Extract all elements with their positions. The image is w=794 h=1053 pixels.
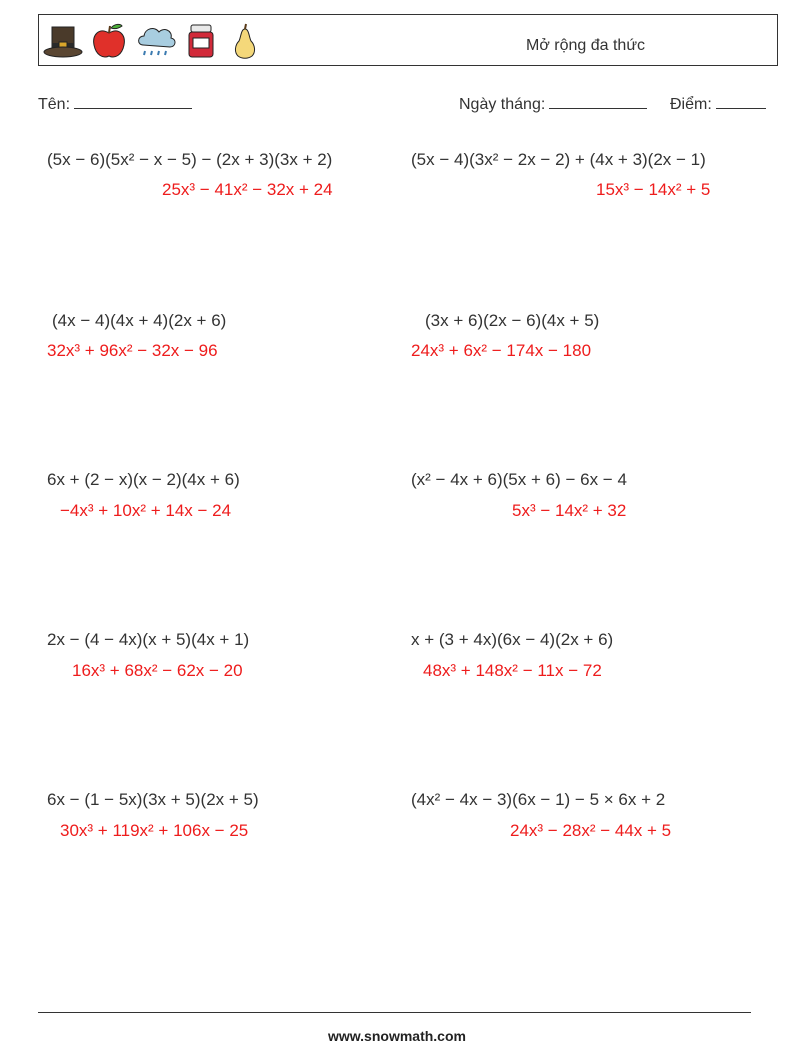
problem-question: x + (3 + 4x)(6x − 4)(2x + 6) xyxy=(411,630,614,649)
score-blank[interactable] xyxy=(716,94,766,109)
worksheet-header xyxy=(38,14,778,66)
problem-answer: −4x³ + 10x² + 14x − 24 xyxy=(60,501,232,520)
problem-question: (5x − 4)(3x² − 2x − 2) + (4x + 3)(2x − 1) xyxy=(411,150,706,169)
problem-question: (x² − 4x + 6)(5x + 6) − 6x − 4 xyxy=(411,470,627,489)
footer-url[interactable]: www.snowmath.com xyxy=(328,1028,466,1044)
problem-answer: 24x³ + 6x² − 174x − 180 xyxy=(411,341,592,360)
problem-question: 6x + (2 − x)(x − 2)(4x + 6) xyxy=(47,470,240,489)
pear-icon xyxy=(225,21,265,61)
problem-answer: 48x³ + 148x² − 11x − 72 xyxy=(423,661,602,680)
date-label: Ngày tháng: xyxy=(459,96,546,113)
problem-question: (5x − 6)(5x² − x − 5) − (2x + 3)(3x + 2) xyxy=(47,150,333,169)
problem-question: 6x − (1 − 5x)(3x + 5)(2x + 5) xyxy=(47,790,259,809)
date-blank[interactable] xyxy=(549,94,647,109)
name-label: Tên: xyxy=(38,96,71,113)
problem-answer: 15x³ − 14x² + 5 xyxy=(596,180,711,199)
date-field xyxy=(459,94,647,114)
name-field xyxy=(38,94,192,114)
problem-question: (4x² − 4x − 3)(6x − 1) − 5 × 6x + 2 xyxy=(411,790,666,809)
problem-answer: 30x³ + 119x² + 106x − 25 xyxy=(60,821,249,840)
header-icons xyxy=(43,19,273,63)
jam-jar-icon xyxy=(185,21,217,61)
problem-answer: 25x³ − 41x² − 32x + 24 xyxy=(162,180,333,199)
problem-question: (3x + 6)(2x − 6)(4x + 5) xyxy=(425,311,600,330)
problem-answer: 24x³ − 28x² − 44x + 5 xyxy=(510,821,672,840)
footer-divider xyxy=(38,1012,751,1013)
problem-answer: 16x³ + 68x² − 62x − 20 xyxy=(72,661,243,680)
problem-answer: 32x³ + 96x² − 32x − 96 xyxy=(47,341,218,360)
apple-icon xyxy=(91,21,127,61)
name-blank[interactable] xyxy=(74,94,192,109)
rain-cloud-icon xyxy=(135,21,177,61)
problem-answer: 5x³ − 14x² + 32 xyxy=(512,501,627,520)
pilgrim-hat-icon xyxy=(43,21,83,61)
score-field xyxy=(670,94,766,114)
problem-question: (4x − 4)(4x + 4)(2x + 6) xyxy=(52,311,227,330)
score-label: Điểm: xyxy=(670,96,712,113)
worksheet-title: Mở rộng đa thức xyxy=(526,37,646,54)
problem-question: 2x − (4 − 4x)(x + 5)(4x + 1) xyxy=(47,630,250,649)
